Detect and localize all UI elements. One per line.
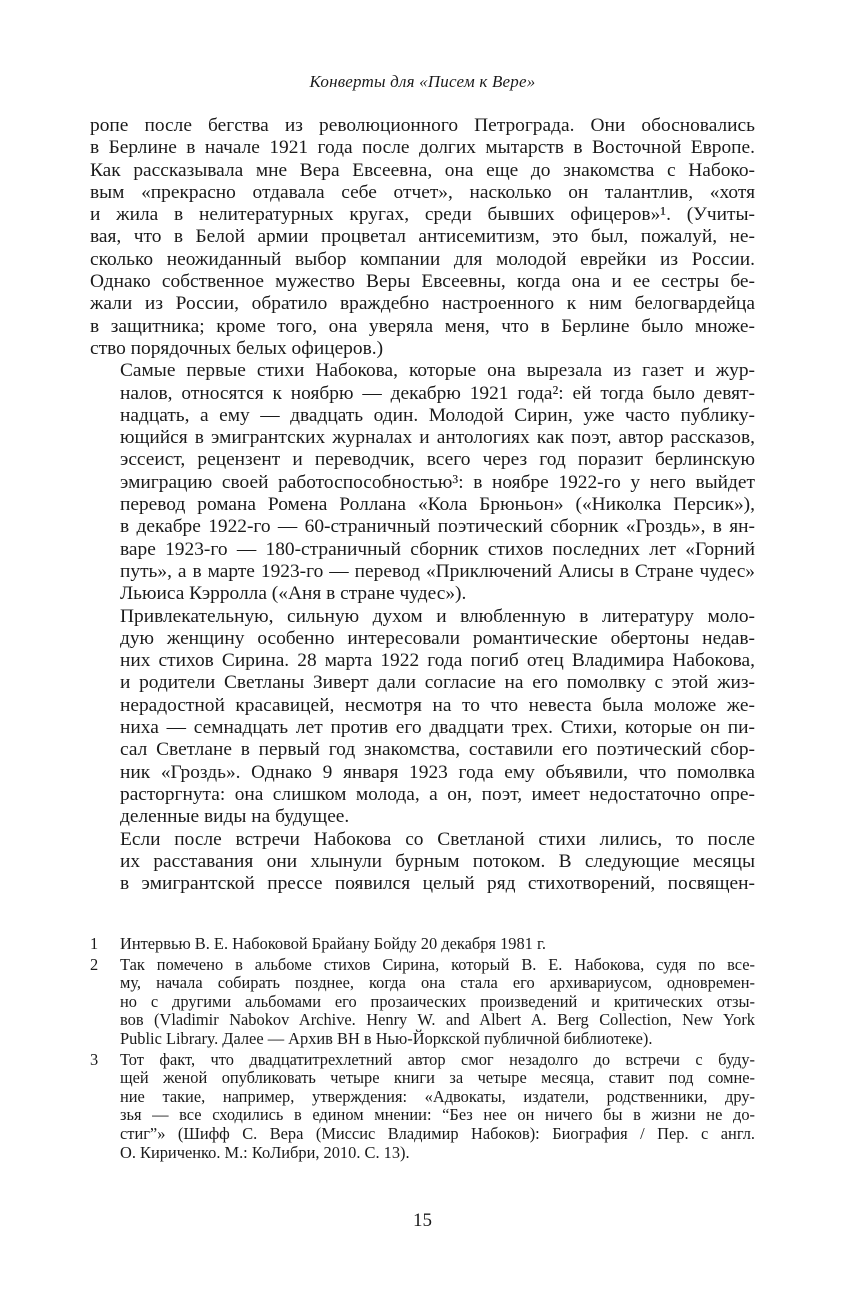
footnote-line: стиг”» (Шифф С. Вера (Миссис Владимир Набоков): Биография / Пер. с англ. bbox=[120, 1123, 755, 1143]
footnote-number: 1 bbox=[90, 934, 99, 953]
footnote bbox=[90, 956, 755, 1049]
text-line: Привлекательную, сильную духом и влюбленную в литературу моло- bbox=[120, 605, 755, 627]
text-line: сколько неожиданный выбор компании для молодой еврейки из России. bbox=[90, 248, 755, 270]
text-line: нерадостной красавицей, несмотря на то что невеста была моложе же- bbox=[120, 694, 755, 716]
text-line: Однако собственное мужество Веры Евсеевны, когда она и ее сестры бе- bbox=[90, 271, 755, 293]
text-line: налов, относятся к ноябрю — декабрю 1921 года²: ей тогда было девят- bbox=[120, 382, 755, 404]
text-line: вая, что в Белой армии процветал антисемитизм, это был, пожалуй, не- bbox=[90, 226, 755, 248]
text-line: эссеист, рецензент и переводчик, всего через год поразит берлинскую bbox=[120, 449, 755, 471]
text-line: вым «прекрасно отдавала себе отчет», насколько он талантлив, «хотя bbox=[90, 181, 755, 203]
footnote-line: Тот факт, что двадцатитрехлетний автор смог незадолго до встречи с буду- bbox=[120, 1049, 755, 1069]
text-line: сал Светлане в первый год знакомства, составили его поэтический сбор- bbox=[120, 739, 755, 761]
text-line: Как рассказывала мне Вера Евсеевна, она еще до знакомства с Набоко- bbox=[90, 159, 755, 181]
footnote bbox=[90, 1051, 755, 1163]
footnote-line: Интервью В. Е. Набоковой Брайану Бойду 20 декабря 1981 г. bbox=[120, 934, 546, 953]
text-line: эмиграцию своей работоспособностью³: в ноябре 1922-го у него выйдет bbox=[120, 471, 755, 493]
text-line: ющийся в эмигрантских журналах и антологиях как поэт, автор рассказов, bbox=[120, 427, 755, 449]
paragraph bbox=[90, 360, 755, 605]
paragraph bbox=[90, 115, 755, 360]
text-line: и жила в нелитературных кругах, среди бывших офицеров»¹. (Учиты- bbox=[90, 204, 755, 226]
text-line: них стихов Сирина. 28 марта 1922 года погиб отец Владимира Набокова, bbox=[120, 650, 755, 672]
paragraph bbox=[90, 606, 755, 829]
text-line: в Берлине в начале 1921 года после долгих мытарств в Восточной Европе. bbox=[90, 137, 755, 159]
text-line: расторгнута: она слишком молода, а он, поэт, имеет недостаточно опре- bbox=[120, 783, 755, 805]
footnote-line: Так помечено в альбоме стихов Сирина, который В. Е. Набокова, судя по все- bbox=[120, 954, 755, 974]
text-line: ство порядочных белых офицеров.) bbox=[90, 337, 384, 359]
text-line: перевод романа Ромена Роллана «Кола Брюньон» («Николка Персик»), bbox=[120, 494, 755, 516]
text-line: Льюиса Кэрролла («Аня в стране чудес»). bbox=[120, 583, 467, 605]
text-line: путь», а в марте 1923-го — перевод «Приключений Алисы в Стране чудес» bbox=[120, 560, 755, 582]
footnote-line: О. Кириченко. М.: КоЛибри, 2010. С. 13). bbox=[120, 1142, 410, 1162]
text-line: в декабре 1922-го — 60-страничный поэтический сборник «Гроздь», в ян- bbox=[120, 516, 755, 538]
footnotes bbox=[90, 935, 755, 1164]
text-line: Если после встречи Набокова со Светланой стихи лились, то после bbox=[120, 828, 755, 850]
page-number: 15 bbox=[413, 1210, 432, 1231]
paragraph bbox=[90, 829, 755, 896]
text-line: в защитника; кроме того, она уверяла меня, что в Берлине было множе- bbox=[90, 315, 755, 337]
footnote-line: зья — все сходились в едином мнении: “Без нее он ничего бы в жизни не до- bbox=[120, 1105, 755, 1125]
running-head: Конверты для «Писем к Вере» bbox=[309, 72, 536, 91]
text-line: и родители Светланы Зиверт дали согласие на его помолвку с этой жиз- bbox=[120, 672, 755, 694]
footnote-text bbox=[120, 956, 755, 1049]
footnote-line: вов (Vladimir Nabokov Archive. Henry W. and Albert A. Berg Collection, New York bbox=[120, 1010, 755, 1030]
footnote-text bbox=[120, 1051, 755, 1163]
footnote-text bbox=[120, 935, 755, 954]
footnote-line: но с другими альбомами его прозаических произведений и критических отзы- bbox=[120, 991, 755, 1011]
text-line: надцать, а ему — двадцать один. Молодой Сирин, уже часто публику- bbox=[120, 404, 755, 426]
text-line: их расставания они хлынули бурным потоком. В следующие месяцы bbox=[120, 850, 755, 872]
footnote-number: 2 bbox=[90, 954, 99, 974]
footnote-line: му, начала собирать позднее, когда она стала его архивариусом, одновремен- bbox=[120, 973, 755, 993]
text-line: в эмигрантской прессе появился целый ряд стихотворений, посвящен- bbox=[120, 873, 755, 895]
text-line: ропе после бегства из революционного Петрограда. Они обосновались bbox=[90, 115, 755, 136]
text-line: варе 1923-го — 180-страничный сборник стихов последних лет «Горний bbox=[120, 538, 755, 560]
text-line: Самые первые стихи Набокова, которые она вырезала из газет и жур- bbox=[120, 360, 755, 382]
footnote-line: Public Library. Далее — Архив ВН в Нью-Йоркской публичной библиотеке). bbox=[120, 1028, 653, 1048]
footnote-line: щей женой опубликовать четыре книги за четыре месяца, ставит под сомне- bbox=[120, 1068, 755, 1088]
text-line: деленные виды на будущее. bbox=[120, 806, 350, 828]
main-text bbox=[90, 115, 755, 895]
text-line: жали из России, обратило враждебно настроенного к ним белогвардейца bbox=[90, 293, 755, 315]
footnote bbox=[90, 935, 755, 954]
text-line: дую женщину особенно интересовали романтические обертоны недав- bbox=[120, 627, 755, 649]
text-line: ниха — семнадцать лет против его двадцати трех. Стихи, которые он пи- bbox=[120, 717, 755, 739]
text-line: ник «Гроздь». Однако 9 января 1923 года ему объявили, что помолвка bbox=[120, 761, 755, 783]
footnote-line: ние такие, например, утверждения: «Адвокаты, издатели, родственники, дру- bbox=[120, 1086, 755, 1106]
footnote-number: 3 bbox=[90, 1049, 99, 1069]
